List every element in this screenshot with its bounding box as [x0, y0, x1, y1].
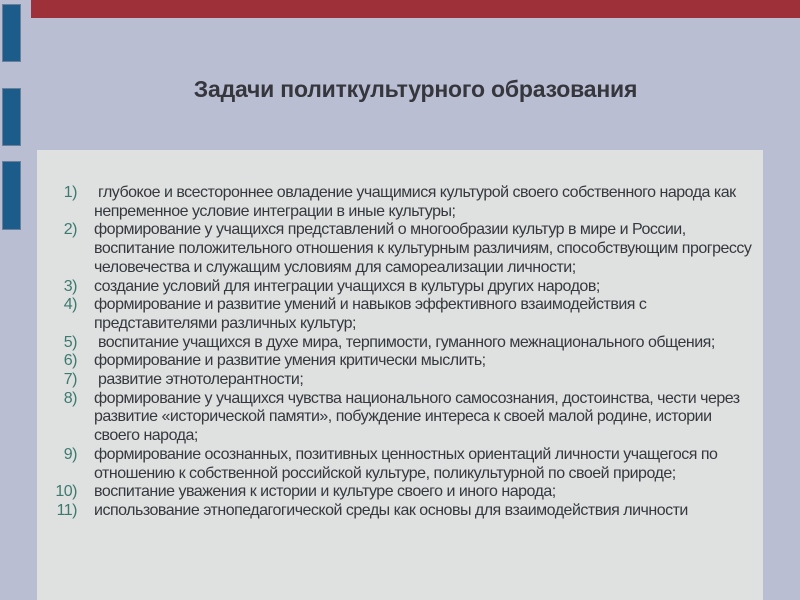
list-item	[37, 278, 759, 297]
accent-square	[2, 161, 21, 230]
item-number: 10)	[55, 483, 77, 501]
item-number: 4)	[63, 296, 77, 314]
item-number: 1)	[63, 184, 77, 201]
item-text: глубокое и всестороннее овладение учащимися культурой своего собственного народа как непременное условие интеграции в иные культуры;	[94, 184, 740, 220]
item-text: воспитание учащихся в духе мира, терпимости, гуманного межнационального общения;	[94, 333, 715, 351]
list-item	[37, 184, 759, 221]
item-text: формирование у учащихся представлений о многообразии культур в мире и России, воспитание положительного отношения к культурным различиям, способствующим прогрессу человечества и служащим условиям для самореализации личности;	[94, 221, 756, 276]
item-number: 7)	[63, 371, 77, 389]
item-number: 8)	[63, 389, 77, 407]
item-number: 9)	[63, 445, 77, 463]
list-item	[37, 334, 759, 353]
item-text: формирование у учащихся чувства национального самосознания, достоинства, чести через развитие «исторической памяти», побуждение интереса к своей малой родине, истории своего народа;	[94, 389, 744, 445]
item-number: 3)	[63, 277, 77, 295]
item-number: 2)	[63, 221, 77, 239]
list-item	[37, 390, 759, 446]
item-number: 6)	[63, 352, 77, 370]
item-number: 11)	[56, 501, 77, 519]
list-item	[37, 296, 759, 333]
item-text: формирование и развитие умений и навыков эффективного взаимодействия с представителями различных культур;	[94, 296, 651, 332]
slide-title: Задачи политкультурного образования	[193, 76, 638, 102]
item-number: 5)	[63, 333, 77, 351]
task-list	[37, 150, 763, 521]
item-text: формирование и развитие умения критически мыслить;	[94, 352, 486, 370]
content-panel	[37, 150, 763, 600]
item-text: развитие этнотолерантности;	[94, 371, 304, 389]
list-item	[37, 221, 759, 277]
list-item	[37, 502, 759, 521]
accent-square	[2, 88, 21, 146]
item-text: формирование осознанных, позитивных ценностных ориентаций личности учащегося по отношению к собственной российской культуре, поликультурной по своей природе;	[94, 445, 722, 482]
list-item	[37, 483, 759, 502]
accent-square	[2, 4, 21, 62]
item-text: воспитание уважения к истории и культуре своего и иного народа;	[94, 483, 556, 501]
list-item	[37, 446, 759, 483]
list-item	[37, 371, 759, 390]
list-item	[37, 352, 759, 371]
item-text: использование этнопедагогической среды как основы для взаимодействия личности	[94, 501, 688, 519]
top-accent-bar	[31, 0, 800, 18]
item-text: создание условий для интеграции учащихся в культуры других народов;	[94, 277, 600, 295]
left-accent-strip	[0, 0, 31, 600]
